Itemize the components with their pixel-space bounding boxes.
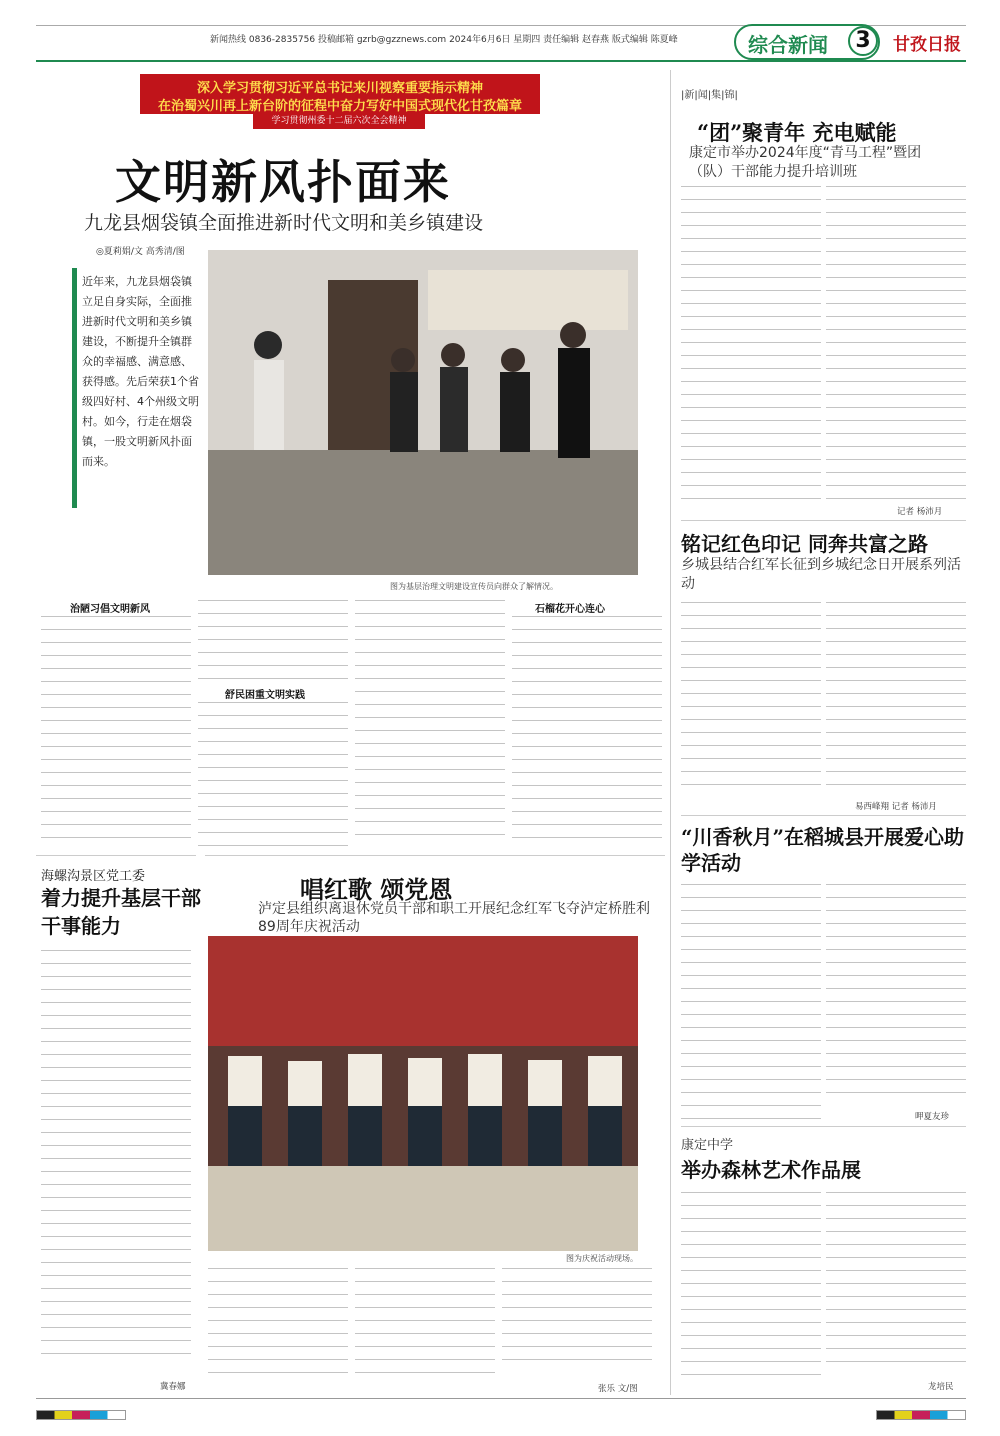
lead-section-3: 石榴花开心连心 [535,604,605,615]
banner-tab: 学习贯彻州委十二届六次全会精神 [253,114,425,129]
middle-body-col-1 [208,1268,348,1380]
right-article-1-byline: 记者 杨沛月 [897,507,943,517]
left-article-divider [36,855,196,856]
lead-body-col-1 [41,616,191,846]
right-article-1-subtitle: 康定市举办2024年度“青马工程”暨团（队）干部能力提升培训班 [689,145,922,180]
middle-photo-image [208,936,638,1251]
header-divider [36,60,966,62]
intro-accent-bar [72,268,77,508]
right-article-2-subtitle: 乡城县结合红军长征到乡城纪念日开展系列活动 [681,557,961,592]
middle-article-photo [208,936,638,1251]
middle-article-title: 唱红歌 颂党恩 [300,875,453,904]
right-article-4-title: 举办森林艺术作品展 [681,1158,861,1182]
lead-intro: 近年来，九龙县烟袋镇立足自身实际，全面推进新时代文明和美乡镇建设，不断提升全镇群众的幸福感、满意感、获得感。先后荣获1个省级四好村、4个州级文明村。如今，行走在烟袋镇，一股文明新风扑面而来。 [82,275,199,468]
left-article-title: 着力提升基层干部干事能力 [41,886,201,938]
lead-photo-caption: 图为基层治理文明建设宣传员向群众了解情况。 [390,582,558,591]
middle-article-subtitle: 泸定县组织离退休党员干部和职工开展纪念红军飞夺泸定桥胜利89周年庆祝活动 [258,901,650,935]
middle-body-col-2 [355,1268,495,1380]
lead-body-col-4 [512,616,662,847]
right-article-2-col-1 [681,602,821,794]
right-article-3-col-2 [826,884,966,1104]
middle-body-col-3 [502,1268,652,1368]
lead-title: 文明新风扑面来 [115,155,451,209]
right-divider-2 [681,815,966,816]
middle-photo-caption: 图为庆祝活动现场。 [566,1254,638,1263]
middle-article-byline: 张乐 文/图 [598,1384,638,1394]
right-article-4-kicker: 康定中学 [681,1138,734,1153]
print-color-bar-left [36,1410,126,1420]
photo-credit: ◎夏莉娟/文 高秀清/图 [96,247,185,257]
right-divider-3 [681,1126,966,1127]
right-article-1-col-1 [681,186,821,500]
paper-logo: 甘孜日报 [893,35,961,55]
right-article-4-col-2 [826,1192,966,1362]
left-article-byline: 冀春娜 [160,1382,186,1392]
lead-body-col-2a [198,600,348,680]
lead-body-col-3 [355,600,505,847]
masthead-info: 新闻热线 0836-2835756 投稿邮箱 gzrb@gzznews.com 2024年6月6日 星期四 责任编辑 赵春燕 版式编辑 陈夏峰 [210,35,678,45]
lead-section-1: 治陋习倡文明新风 [70,604,150,615]
lead-photo-image [208,250,638,575]
banner-line-2: 在治蜀兴川再上新台阶的征程中奋力写好中国式现代化甘孜篇章 [157,99,522,114]
right-article-2-col-2 [826,602,966,794]
lead-section-2: 舒民困重文明实践 [225,690,305,701]
left-article-kicker: 海螺沟景区党工委 [41,869,146,884]
lead-subtitle: 九龙县烟袋镇全面推进新时代文明和美乡镇建设 [84,212,484,234]
right-article-4-col-1 [681,1192,821,1380]
right-divider-1 [681,520,966,521]
middle-article-divider [205,855,665,856]
right-article-2-byline: 易西峰翔 记者 杨沛月 [855,802,937,812]
news-digest-tag: |新|闻|集|锦| [681,90,738,101]
right-article-3-title: “川香秋月”在稻城县开展爱心助学活动 [681,825,965,875]
right-article-3-byline: 呷夏友珍 [915,1112,950,1122]
lead-photo [208,250,638,575]
right-article-1-title: “团”聚青年 充电赋能 [697,120,897,145]
print-color-bar-right [876,1410,966,1420]
banner-line-1: 深入学习贯彻习近平总书记来川视察重要指示精神 [196,81,483,96]
section-name: 综合新闻 [748,33,828,57]
right-article-1-col-2 [826,186,966,500]
left-article-body [41,950,191,1365]
bottom-rule [36,1398,966,1399]
right-article-2-title: 铭记红色印记 同奔共富之路 [681,532,928,556]
lead-body-col-2b [198,702,348,847]
right-article-3-col-1 [681,884,821,1120]
page-number: 3 [848,26,878,56]
right-article-4-byline: 龙培民 [928,1382,954,1392]
column-divider [670,70,671,1395]
